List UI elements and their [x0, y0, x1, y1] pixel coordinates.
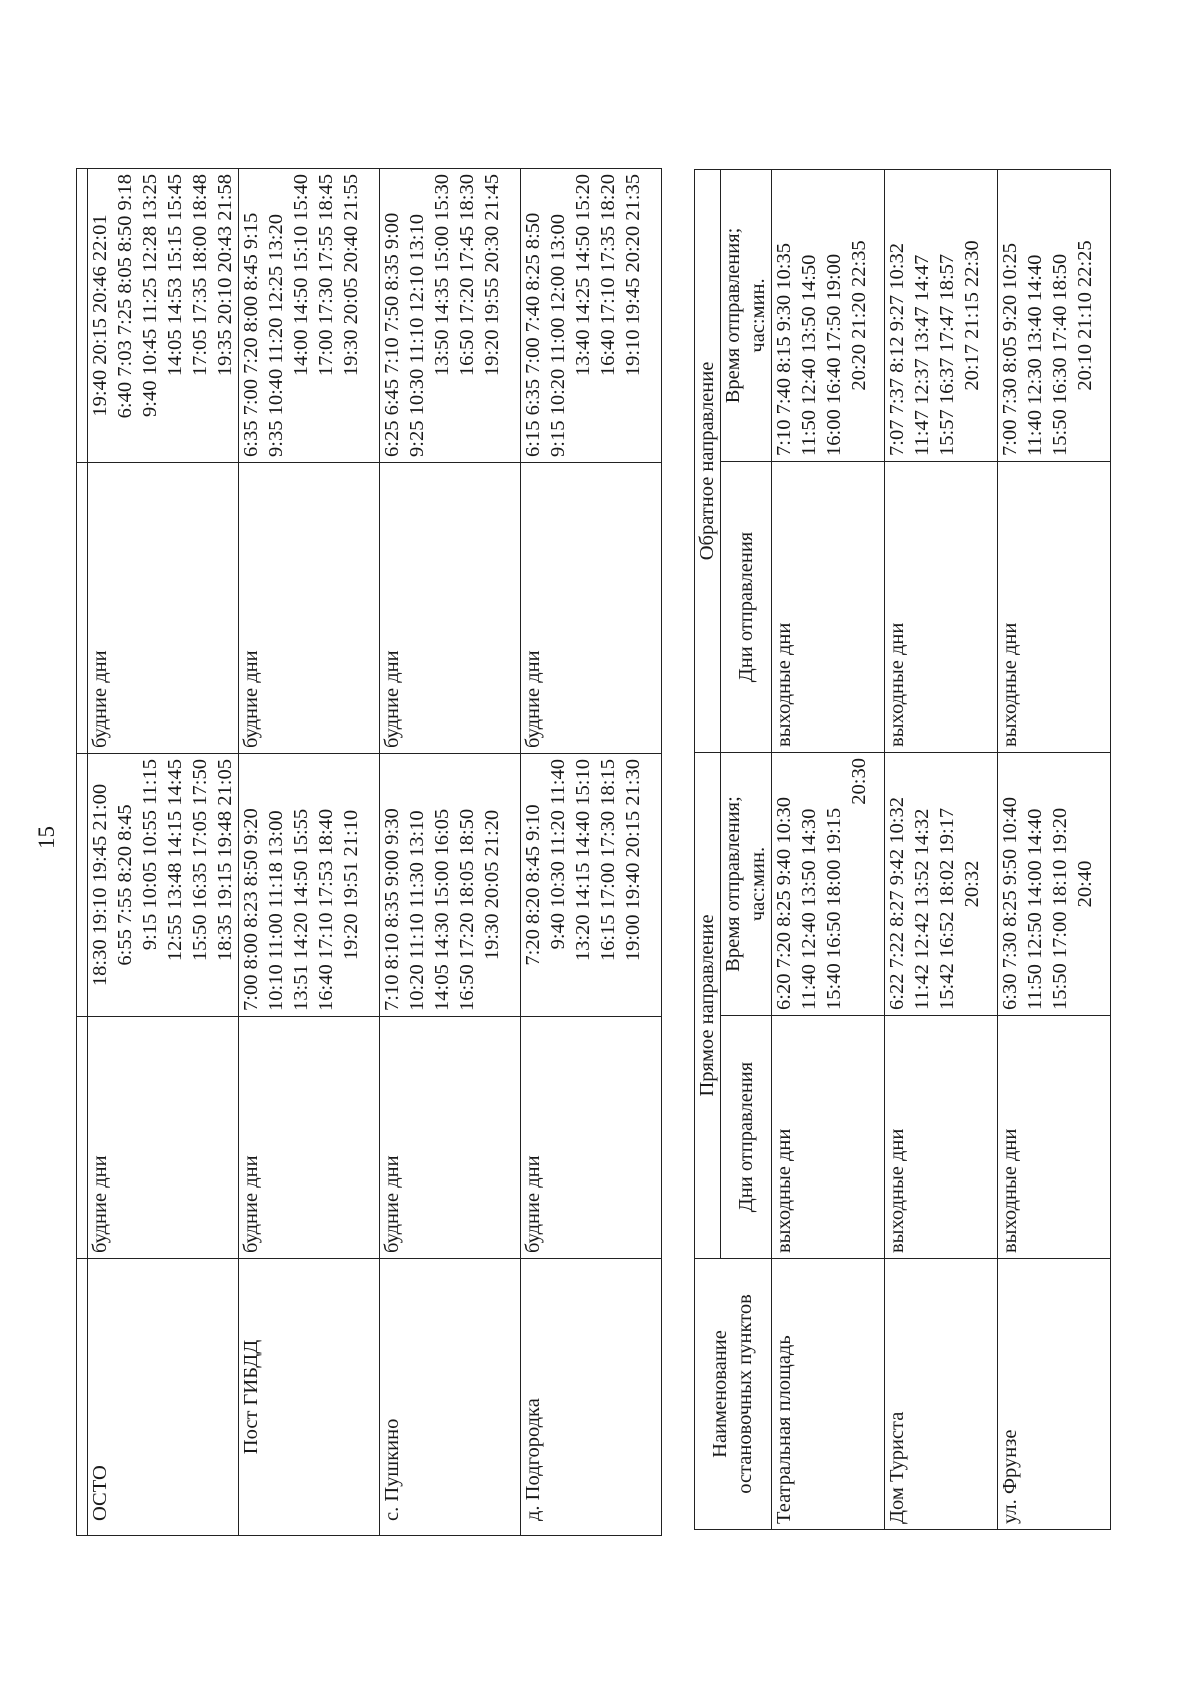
days-forward: выходные дни [998, 1016, 1111, 1259]
days-backward: выходные дни [772, 461, 885, 752]
times-backward [88, 169, 239, 463]
times-backward [885, 169, 998, 461]
times-forward [88, 754, 239, 1017]
time-line: 16:50 17:20 18:05 18:50 [456, 808, 478, 1011]
time-line: 19:30 20:05 20:40 21:55 [340, 174, 362, 377]
time-line: 16:40 17:10 17:35 18:20 [597, 174, 619, 377]
times-forward [521, 754, 662, 1017]
time-line: 13:50 14:35 15:00 15:30 [431, 174, 453, 377]
time-header [721, 169, 772, 461]
times-backward [998, 169, 1111, 461]
time-line: 15:50 16:30 17:40 18:50 [1049, 253, 1071, 456]
time-line: 19:30 20:05 21:20 [481, 809, 503, 961]
table-row [885, 169, 998, 1529]
time-line: 6:40 7:03 7:25 8:05 8:50 9:18 [114, 174, 136, 419]
stop-name: ОСТО [88, 1259, 239, 1536]
time-line: 20:20 21:20 22:35 [848, 240, 870, 391]
stop-name: ул. Фрунзе [998, 1259, 1111, 1530]
time-line: 19:20 19:51 21:10 [340, 809, 362, 961]
time-line: 20:10 21:10 22:25 [1074, 240, 1096, 391]
time-line: 20:30 [848, 757, 870, 805]
time-line: 15:50 17:00 18:10 19:20 [1049, 807, 1071, 1010]
time-line: 7:07 7:37 8:12 9:27 10:32 [886, 243, 908, 456]
time-line: 6:15 6:35 7:00 7:40 8:25 8:50 [522, 212, 544, 457]
time-line: 14:05 14:53 15:15 15:45 [164, 174, 186, 377]
days-backward: будние дни [88, 463, 239, 754]
days-backward: выходные дни [998, 461, 1111, 752]
days-backward: будние дни [239, 463, 380, 754]
time-line: 9:35 10:40 11:20 12:25 13:20 [265, 214, 287, 457]
time-line: 20:40 [1074, 860, 1096, 908]
time-line: 9:15 10:05 10:55 11:15 [139, 759, 161, 951]
table-row [772, 169, 885, 1529]
times-backward [380, 169, 521, 463]
time-line: 13:40 14:25 14:50 15:20 [572, 174, 594, 377]
time-header [721, 752, 772, 1015]
time-line: 15:57 16:37 17:47 18:57 [936, 253, 958, 456]
table-row [88, 169, 239, 1536]
table-row [521, 169, 662, 1536]
table-row [380, 169, 521, 1536]
backward-direction-header: Обратное направление [695, 169, 721, 752]
header-line: час:мин. [747, 846, 769, 922]
time-line: 17:00 17:30 17:55 18:45 [315, 174, 337, 377]
header-line: час:мин. [747, 278, 769, 353]
time-line: 6:55 7:55 8:20 8:45 [114, 804, 136, 966]
time-line: 7:00 8:00 8:23 8:50 9:20 [240, 808, 262, 1011]
days-backward: будние дни [380, 463, 521, 754]
time-line: 11:42 12:42 13:52 14:32 [911, 808, 933, 1010]
page-number: 15 [34, 826, 59, 849]
times-forward [239, 754, 380, 1017]
days-header: Дни отправления [721, 461, 772, 752]
time-line: 6:25 6:45 7:10 7:50 8:35 9:00 [381, 212, 403, 457]
time-line: 19:00 19:40 20:15 21:30 [622, 759, 644, 962]
stop-name-header [695, 1259, 772, 1530]
times-backward [239, 169, 380, 463]
lower-schedule-table [694, 169, 1111, 1530]
time-line: 9:40 10:45 11:25 12:28 13:25 [139, 174, 161, 417]
days-forward: будние дни [88, 1017, 239, 1259]
time-line: 9:15 10:20 11:00 12:00 13:00 [547, 214, 569, 457]
upper-schedule-table [76, 168, 662, 1536]
times-backward [772, 169, 885, 461]
table-row [239, 169, 380, 1536]
header-line: остановочных пунктов [734, 1294, 756, 1494]
stop-name: Пост ГИБДД [239, 1259, 380, 1536]
time-line: 20:17 21:15 22:30 [961, 240, 983, 391]
days-forward: будние дни [521, 1017, 662, 1259]
table-row [998, 169, 1111, 1529]
time-line: 9:40 10:30 11:20 11:40 [547, 759, 569, 950]
header-line: Наименование [709, 1330, 731, 1458]
time-line: 19:10 19:45 20:20 21:35 [622, 174, 644, 377]
days-backward: выходные дни [885, 461, 998, 752]
time-line: 19:20 19:55 20:30 21:45 [481, 174, 503, 377]
time-line: 11:50 12:50 14:00 14:40 [1024, 808, 1046, 1010]
time-line: 14:00 14:50 15:10 15:40 [290, 174, 312, 377]
time-line: 6:30 7:30 8:25 9:50 10:40 [999, 797, 1021, 1010]
header-row [695, 169, 721, 1529]
stop-name: Театральная площадь [772, 1259, 885, 1530]
table-row [77, 169, 88, 1536]
time-line: 16:40 17:10 17:53 18:40 [315, 808, 337, 1011]
times-forward [885, 752, 998, 1015]
time-line: 6:20 7:20 8:25 9:40 10:30 [773, 797, 795, 1010]
time-line: 16:15 17:00 17:30 18:15 [597, 759, 619, 962]
time-line: 19:40 20:15 20:46 22:01 [89, 214, 111, 417]
time-line: 7:10 7:40 8:15 9:30 10:35 [773, 243, 795, 456]
time-line: 16:50 17:20 17:45 18:30 [456, 174, 478, 377]
time-line: 10:10 11:00 11:18 13:00 [265, 810, 287, 1011]
stop-name: с. Пушкино [380, 1259, 521, 1536]
time-line: 18:35 19:15 19:48 21:05 [214, 759, 236, 962]
time-line: 7:00 7:30 8:05 9:20 10:25 [999, 243, 1021, 456]
days-forward: выходные дни [885, 1016, 998, 1259]
time-line: 20:32 [961, 860, 983, 908]
time-line: 16:00 16:40 17:50 19:00 [823, 253, 845, 456]
time-line: 19:35 20:10 20:43 21:58 [214, 174, 236, 377]
time-line: 11:47 12:37 13:47 14:47 [911, 254, 933, 456]
time-line: 15:42 16:52 18:02 19:17 [936, 807, 958, 1010]
times-forward [380, 754, 521, 1017]
time-line: 18:30 19:10 19:45 21:00 [89, 783, 111, 987]
days-header: Дни отправления [721, 1016, 772, 1259]
days-forward: будние дни [380, 1017, 521, 1259]
time-line: 10:20 11:10 11:30 13:10 [406, 810, 428, 1011]
time-line: 17:05 17:35 18:00 18:48 [189, 174, 211, 377]
time-line: 6:22 7:22 8:27 9:42 10:32 [886, 797, 908, 1010]
time-line: 9:25 10:30 11:10 12:10 13:10 [406, 214, 428, 457]
days-forward: будние дни [239, 1017, 380, 1259]
time-line: 11:50 12:40 13:50 14:50 [798, 254, 820, 456]
days-forward: выходные дни [772, 1016, 885, 1259]
time-line: 7:10 8:10 8:35 9:00 9:30 [381, 808, 403, 1011]
time-line: 6:35 7:00 7:20 8:00 8:45 9:15 [240, 212, 262, 457]
header-line: Время отправления; [722, 796, 744, 972]
forward-direction-header: Прямое направление [695, 752, 721, 1258]
time-line: 7:20 8:20 8:45 9:10 [522, 804, 544, 966]
time-line: 12:55 13:48 14:15 14:45 [164, 759, 186, 962]
time-line: 13:51 14:20 14:50 15:55 [290, 808, 312, 1011]
time-line: 11:40 12:40 13:50 14:30 [798, 808, 820, 1010]
time-line: 13:20 14:15 14:40 15:10 [572, 759, 594, 962]
header-line: Время отправления; [722, 227, 744, 404]
time-line: 14:05 14:30 15:00 16:05 [431, 808, 453, 1011]
times-forward [998, 752, 1111, 1015]
stop-name: д. Подгородка [521, 1259, 662, 1536]
times-backward [521, 169, 662, 463]
days-backward: будние дни [521, 463, 662, 754]
stop-name: Дом Туриста [885, 1259, 998, 1530]
time-line: 15:50 16:35 17:05 17:50 [189, 759, 211, 962]
times-forward [772, 752, 885, 1015]
time-line: 11:40 12:30 13:40 14:40 [1024, 254, 1046, 456]
time-line: 15:40 16:50 18:00 19:15 [823, 807, 845, 1010]
